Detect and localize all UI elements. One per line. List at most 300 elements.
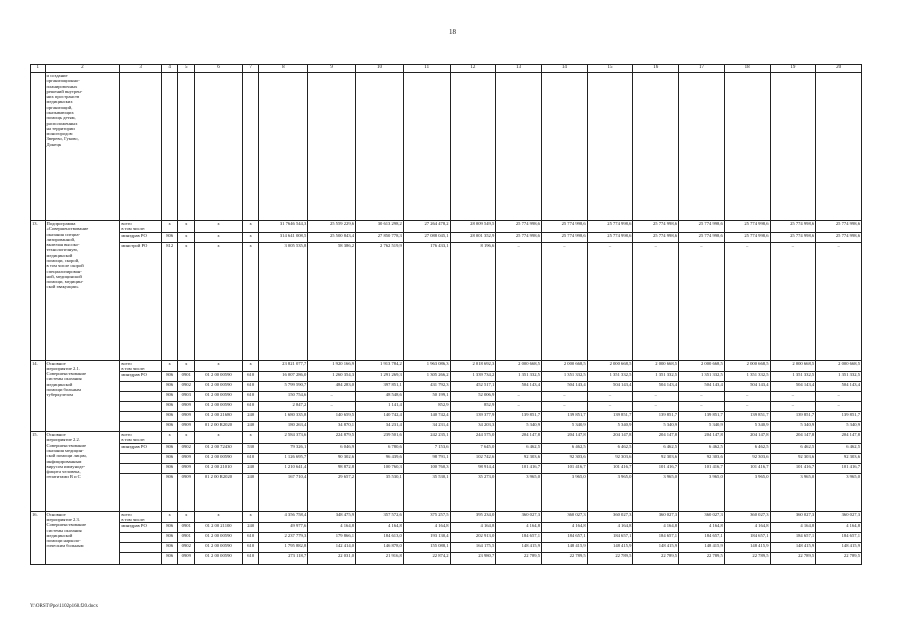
program-name-cell — [45, 221, 120, 361]
amount-cell: 504 143,4 — [724, 382, 770, 392]
amount-cell: 360 027,3 — [679, 511, 725, 523]
amount-cell: – — [541, 402, 587, 412]
amount-cell: 4 164,8 — [496, 523, 542, 533]
amount-cell: 1 913 784,2 — [356, 360, 404, 372]
table-row — [31, 453, 862, 463]
amount-cell: 4 164,8 — [308, 523, 356, 533]
amount-cell: 101 416,7 — [770, 463, 816, 473]
amount-cell: 139 851,7 — [770, 412, 816, 422]
empty-cell — [120, 73, 162, 221]
amount-cell: 23 821 077,7 — [259, 360, 308, 372]
amount-cell: 6 462,5 — [770, 443, 816, 453]
executor-cell — [120, 221, 162, 233]
amount-cell: 1 141,4 — [356, 402, 404, 412]
amount-cell: 504 143,4 — [770, 382, 816, 392]
amount-cell: 184 613,0 — [356, 533, 404, 543]
amount-cell: 5 799 590,7 — [259, 382, 308, 392]
amount-cell: 4 164,8 — [633, 523, 679, 533]
executor-text: всего в том числе: — [121, 221, 146, 232]
target-article-cell: 01 2 00 00590 — [195, 402, 243, 412]
amount-cell: 5 340,9 — [496, 422, 542, 432]
amount-cell: 2 237 779,3 — [259, 533, 308, 543]
table-row — [31, 533, 862, 543]
target-article-cell: 01 2 00 R2020 — [195, 473, 243, 511]
amount-cell: 4 164,8 — [356, 523, 404, 533]
grbs-code-cell: 806 — [161, 553, 178, 565]
column-number-cell: 13 — [496, 65, 542, 73]
expense-type-cell: 610 — [242, 372, 259, 382]
amount-cell: 4 164,8 — [724, 523, 770, 533]
amount-cell: 101 416,7 — [496, 463, 542, 473]
amount-cell: 90 302,6 — [308, 453, 356, 463]
row-number-cell: 13. — [31, 221, 46, 361]
amount-cell: 101 416,7 — [816, 463, 862, 473]
amount-cell: – — [496, 402, 542, 412]
amount-cell: 148 415,9 — [679, 543, 725, 553]
amount-cell: 204 147,8 — [633, 432, 679, 444]
amount-cell: 16 007 286,0 — [259, 372, 308, 382]
amount-cell: – — [541, 392, 587, 402]
amount-cell: – — [308, 392, 356, 402]
table-row — [31, 473, 862, 511]
amount-cell: 92 303,6 — [496, 453, 542, 463]
row-number-cell — [31, 73, 46, 221]
executor-cell — [120, 553, 162, 565]
program-name-cell — [45, 511, 120, 565]
program-name: Основное мероприятие 2.3. Совершенствование системы оказания медицинской помощи нарколо- гическим больным — [46, 511, 86, 549]
amount-cell: 193 130,4 — [403, 533, 450, 543]
executor-text: всего в том числе: — [121, 432, 146, 443]
amount-cell: 101 416,7 — [541, 463, 587, 473]
amount-cell: 139 851,7 — [816, 412, 862, 422]
amount-cell: 204 147,8 — [724, 432, 770, 444]
amount-cell: 5 340,9 — [816, 422, 862, 432]
executor-text: минздрав РО — [121, 443, 147, 449]
expense-type-cell: 610 — [242, 453, 259, 463]
target-article-cell: 01 2 00 00590 — [195, 543, 243, 553]
amount-cell: 1 680 335,8 — [259, 412, 308, 422]
amount-cell: 22 789,5 — [541, 553, 587, 565]
amount-cell: 25 774 998,6 — [633, 221, 679, 233]
amount-cell: 25 500 843,4 — [308, 232, 356, 242]
grbs-code-cell: 806 — [161, 543, 178, 553]
grbs-code-cell: 806 — [161, 533, 178, 543]
table-row — [31, 443, 862, 453]
amount-cell: 1 210 641,4 — [259, 463, 308, 473]
amount-cell: 3 965,0 — [816, 473, 862, 511]
target-article-cell: 01 2 00 00590 — [195, 533, 243, 543]
amount-cell: 6 780,6 — [356, 443, 404, 453]
amount-cell: 1 351 332,5 — [724, 372, 770, 382]
amount-cell: 3 965,0 — [587, 473, 633, 511]
amount-cell: 164 175,5 — [450, 543, 496, 553]
continuation-text-cell — [45, 73, 120, 221]
grbs-code-cell: 806 — [161, 473, 178, 511]
table-row — [31, 232, 862, 242]
amount-cell: 139 851,7 — [496, 412, 542, 422]
amount-cell: 155 088,1 — [403, 543, 450, 553]
section-code-cell: 0909 — [178, 422, 195, 432]
table-row — [31, 382, 862, 392]
amount-cell: 35 530,1 — [356, 473, 404, 511]
amount-cell: 184 657,1 — [770, 533, 816, 543]
amount-cell: 30 613 298,2 — [356, 221, 404, 233]
amount-cell: 204 147,8 — [679, 432, 725, 444]
section-code-cell: 0901 — [178, 533, 195, 543]
amount-cell: 5 340,9 — [724, 422, 770, 432]
amount-cell: 25 774 998,6 — [770, 232, 816, 242]
amount-cell: 27 850 778,3 — [356, 232, 404, 242]
amount-cell: 1 351 332,5 — [541, 372, 587, 382]
amount-cell: 6 462,5 — [724, 443, 770, 453]
amount-cell: 3 965,0 — [633, 473, 679, 511]
executor-cell — [120, 473, 162, 511]
amount-cell: 3 965,0 — [724, 473, 770, 511]
column-number-cell: 5 — [178, 65, 195, 73]
amount-cell: 504 143,4 — [679, 382, 725, 392]
amount-cell: 25 559 229,6 — [308, 221, 356, 233]
empty-cell — [541, 73, 587, 221]
expense-type-cell: x — [242, 221, 259, 233]
table-row — [31, 463, 862, 473]
amount-cell: 184 657,1 — [587, 533, 633, 543]
amount-cell: – — [587, 402, 633, 412]
amount-cell: 184 657,1 — [679, 533, 725, 543]
amount-cell: 4 164,8 — [541, 523, 587, 533]
amount-cell: 184 657,1 — [633, 533, 679, 543]
expense-type-cell: 530 — [242, 443, 259, 453]
expense-type-cell: 240 — [242, 463, 259, 473]
table-row — [31, 511, 862, 523]
file-path-footer: Y:\ORST\Ppo\1102p168.f20.docx — [30, 604, 98, 609]
amount-cell: 101 416,7 — [633, 463, 679, 473]
table-row — [31, 412, 862, 422]
section-code-cell: 0902 — [178, 443, 195, 453]
empty-cell — [633, 73, 679, 221]
executor-text: минздрав РО — [121, 523, 147, 529]
amount-cell: 360 027,3 — [633, 511, 679, 523]
amount-cell: 142 414,0 — [308, 543, 356, 553]
amount-cell: 96 439,6 — [356, 453, 404, 463]
amount-cell: 184 657,1 — [541, 533, 587, 543]
executor-cell — [120, 523, 162, 533]
expense-type-cell: 610 — [242, 382, 259, 392]
amount-cell: 148 415,9 — [816, 543, 862, 553]
amount-cell: 2 000 668,5 — [496, 360, 542, 372]
column-number-cell: 14 — [541, 65, 587, 73]
amount-cell: – — [679, 242, 725, 360]
row-number-cell: 14. — [31, 360, 46, 432]
page-number: 18 — [449, 28, 456, 36]
amount-cell: 184 657,1 — [496, 533, 542, 543]
continuation-row — [31, 73, 862, 221]
section-code-cell: 0909 — [178, 463, 195, 473]
amount-cell: 375 257,5 — [403, 511, 450, 523]
amount-cell: – — [724, 242, 770, 360]
section-code-cell: x — [178, 360, 195, 372]
grbs-code-cell: 812 — [161, 242, 178, 360]
amount-cell: 204 147,8 — [770, 432, 816, 444]
amount-cell: 184 657,1 — [724, 533, 770, 543]
amount-cell: 25 774 998,6 — [541, 221, 587, 233]
amount-cell: 2 000 668,5 — [724, 360, 770, 372]
executor-cell — [120, 422, 162, 432]
amount-cell: 22 789,5 — [816, 553, 862, 565]
amount-cell: 1 126 695,7 — [259, 453, 308, 463]
executor-cell — [120, 432, 162, 444]
amount-cell: 48 548,6 — [356, 392, 404, 402]
amount-cell: 2 000 668,5 — [679, 360, 725, 372]
amount-cell: 2 000 668,5 — [633, 360, 679, 372]
amount-cell: 1 339 734,2 — [450, 372, 496, 382]
amount-cell: 1 963 086,3 — [403, 360, 450, 372]
amount-cell: – — [679, 402, 725, 412]
amount-cell: 7 153,6 — [403, 443, 450, 453]
amount-cell: 6 462,5 — [633, 443, 679, 453]
amount-cell: 5 340,9 — [770, 422, 816, 432]
executor-cell — [120, 382, 162, 392]
executor-text: минздрав РО — [121, 232, 147, 238]
amount-cell: 202 913,0 — [450, 533, 496, 543]
amount-cell: 1 351 332,5 — [679, 372, 725, 382]
amount-cell: 204 147,8 — [496, 432, 542, 444]
section-code-cell: 0909 — [178, 453, 195, 463]
grbs-code-cell: x — [161, 511, 178, 523]
target-article-cell: x — [195, 360, 243, 372]
amount-cell: 27 264 478,2 — [403, 221, 450, 233]
column-number-cell: 4 — [161, 65, 178, 73]
amount-cell: 2 000 668,5 — [770, 360, 816, 372]
program-name-cell — [45, 432, 120, 512]
expense-type-cell: 610 — [242, 392, 259, 402]
section-code-cell: x — [178, 432, 195, 444]
amount-cell: 395 234,0 — [450, 511, 496, 523]
amount-cell: 179 866,1 — [308, 533, 356, 543]
amount-cell: 204 147,8 — [541, 432, 587, 444]
table-row — [31, 242, 862, 360]
program-name: Подпрограмма «Совершенствование оказания специа- лизированной, включая высоко- технологичную, медицинской помощи, скорой, в том числе скорой специализирован- ной, медицинской помощи, медицин- ской эвакуации» — [46, 221, 89, 290]
target-article-cell: 01 2 00 21010 — [195, 463, 243, 473]
table-row — [31, 432, 862, 444]
amount-cell: 360 027,3 — [541, 511, 587, 523]
amount-cell: 29 657,2 — [308, 473, 356, 511]
amount-cell: – — [633, 242, 679, 360]
amount-cell: 25 774 998,6 — [496, 221, 542, 233]
executor-cell — [120, 360, 162, 372]
amount-cell: 22 789,5 — [679, 553, 725, 565]
amount-cell: – — [770, 242, 816, 360]
amount-cell: 242 235,1 — [403, 432, 450, 444]
amount-cell: 140 742,4 — [403, 412, 450, 422]
amount-cell: – — [816, 392, 862, 402]
target-article-cell: 01 2 00 21680 — [195, 412, 243, 422]
amount-cell: 148 415,9 — [496, 543, 542, 553]
expense-type-cell: x — [242, 432, 259, 444]
amount-cell: 504 143,4 — [587, 382, 633, 392]
program-name: Основное мероприятие 2.2. Совершенствование оказания медицин- ской помощи лицам, инфицированным вирусом иммуноде- фицита человека, гепатитами В и С — [46, 432, 87, 480]
section-code-cell: 0901 — [178, 523, 195, 533]
amount-cell: – — [587, 392, 633, 402]
amount-cell: 50 199,1 — [403, 392, 450, 402]
table-row — [31, 372, 862, 382]
amount-cell: 25 774 998,6 — [724, 232, 770, 242]
amount-cell: 4 356 758,4 — [259, 511, 308, 523]
column-number-cell: 3 — [120, 65, 162, 73]
amount-cell: 2 018 692,3 — [450, 360, 496, 372]
amount-cell: 1 351 332,5 — [633, 372, 679, 382]
amount-cell: 25 774 998,6 — [633, 232, 679, 242]
grbs-code-cell: 806 — [161, 382, 178, 392]
amount-cell: 148 415,9 — [724, 543, 770, 553]
empty-cell — [587, 73, 633, 221]
continuation-text: и создание организационно- планировочных решений внутрен- них пространств медицинских организаций, оказывающих помощь детям, расположенных на территории моногородов: Зверево, Гуково, Донецк — [46, 73, 83, 147]
amount-cell: 21 916,8 — [356, 553, 404, 565]
amount-cell: 22 789,5 — [724, 553, 770, 565]
amount-cell: 1 351 332,5 — [770, 372, 816, 382]
table-row — [31, 402, 862, 412]
amount-cell: – — [770, 392, 816, 402]
target-article-cell: 01 2 00 21100 — [195, 523, 243, 533]
column-number-cell: 7 — [242, 65, 259, 73]
program-name-cell — [45, 360, 120, 432]
amount-cell: 1 260 354,3 — [308, 372, 356, 382]
executor-cell — [120, 543, 162, 553]
amount-cell: 92 303,6 — [770, 453, 816, 463]
amount-cell: 98 791,1 — [403, 453, 450, 463]
table-row — [31, 553, 862, 565]
amount-cell: 28 001 352,9 — [450, 232, 496, 242]
grbs-code-cell: x — [161, 360, 178, 372]
amount-cell: 397 851,1 — [356, 382, 404, 392]
amount-cell: 7 645,0 — [450, 443, 496, 453]
amount-cell: 25 774 998,6 — [724, 221, 770, 233]
grbs-code-cell: x — [161, 221, 178, 233]
amount-cell: 1 351 332,5 — [816, 372, 862, 382]
amount-cell: 484 283,0 — [308, 382, 356, 392]
grbs-code-cell: x — [161, 432, 178, 444]
target-article-cell: 01 2 00 72430 — [195, 443, 243, 453]
executor-cell — [120, 412, 162, 422]
amount-cell: 25 774 998,6 — [816, 232, 862, 242]
amount-cell: 139 851,7 — [541, 412, 587, 422]
target-article-cell: 01 2 00 00590 — [195, 372, 243, 382]
amount-cell: 5 340,9 — [679, 422, 725, 432]
amount-cell: 49 977,6 — [259, 523, 308, 533]
amount-cell: – — [679, 392, 725, 402]
amount-cell: 34 203,3 — [450, 422, 496, 432]
amount-cell: 25 774 998,6 — [770, 221, 816, 233]
amount-cell: 360 027,3 — [724, 511, 770, 523]
amount-cell: – — [496, 242, 542, 360]
amount-cell: 35 273,0 — [450, 473, 496, 511]
amount-cell: 140 659,5 — [308, 412, 356, 422]
amount-cell: 25 774 998,6 — [587, 232, 633, 242]
amount-cell: 1 795 882,8 — [259, 543, 308, 553]
empty-cell — [450, 73, 496, 221]
section-code-cell: 0909 — [178, 553, 195, 565]
amount-cell: 79 326,1 — [259, 443, 308, 453]
grbs-code-cell: 806 — [161, 443, 178, 453]
expense-type-cell: 240 — [242, 422, 259, 432]
empty-cell — [308, 73, 356, 221]
expense-type-cell: x — [242, 242, 259, 360]
amount-cell: 4 164,8 — [770, 523, 816, 533]
amount-cell: 98 914,4 — [450, 463, 496, 473]
amount-cell: 92 303,6 — [816, 453, 862, 463]
amount-cell: 2 584 373,6 — [259, 432, 308, 444]
amount-cell: 5 340,9 — [633, 422, 679, 432]
empty-cell — [178, 73, 195, 221]
amount-cell: 2 847,2 — [259, 402, 308, 412]
expense-type-cell: 610 — [242, 543, 259, 553]
target-article-cell: 01 2 00 R2020 — [195, 422, 243, 432]
executor-cell — [120, 511, 162, 523]
grbs-code-cell: 806 — [161, 422, 178, 432]
amount-cell: 140 742,4 — [356, 412, 404, 422]
amount-cell: 92 303,6 — [587, 453, 633, 463]
budget-table — [30, 64, 862, 565]
target-article-cell: 01 2 00 00590 — [195, 553, 243, 565]
grbs-code-cell: 806 — [161, 372, 178, 382]
amount-cell: 101 416,7 — [679, 463, 725, 473]
section-code-cell: x — [178, 511, 195, 523]
amount-cell: 25 774 998,6 — [816, 221, 862, 233]
amount-cell: 184 657,1 — [816, 533, 862, 543]
amount-cell: 204 147,8 — [816, 432, 862, 444]
amount-cell: – — [724, 392, 770, 402]
column-number-cell: 9 — [308, 65, 356, 73]
column-number-cell: 2 — [45, 65, 120, 73]
amount-cell: – — [633, 402, 679, 412]
amount-cell: 360 027,3 — [587, 511, 633, 523]
executor-cell — [120, 453, 162, 463]
amount-cell: 3 005 535,8 — [259, 242, 308, 360]
amount-cell: 314 641 008,5 — [259, 232, 308, 242]
amount-cell: 239 501,6 — [356, 432, 404, 444]
section-code-cell: 0909 — [178, 402, 195, 412]
amount-cell: 100 760,3 — [356, 463, 404, 473]
executor-cell — [120, 463, 162, 473]
amount-cell: 31 7646 544,3 — [259, 221, 308, 233]
section-code-cell: x — [178, 242, 195, 360]
amount-cell: 25 774 998,6 — [587, 221, 633, 233]
amount-cell: 348 475,9 — [308, 511, 356, 523]
section-code-cell: x — [178, 221, 195, 233]
column-number-cell: 16 — [633, 65, 679, 73]
table-row — [31, 221, 862, 233]
column-number-cell: 10 — [356, 65, 404, 73]
amount-cell: 504 143,4 — [633, 382, 679, 392]
executor-text: всего в том числе: — [121, 360, 146, 371]
amount-cell: 852,9 — [450, 402, 496, 412]
grbs-code-cell: 806 — [161, 412, 178, 422]
amount-cell: 22 031,0 — [308, 553, 356, 565]
column-number-cell: 11 — [403, 65, 450, 73]
section-code-cell: x — [178, 232, 195, 242]
executor-cell — [120, 232, 162, 242]
expense-type-cell: x — [242, 232, 259, 242]
column-number-cell: 20 — [816, 65, 862, 73]
empty-cell — [195, 73, 243, 221]
amount-cell: 22 789,5 — [770, 553, 816, 565]
executor-cell — [120, 443, 162, 453]
executor-cell — [120, 372, 162, 382]
amount-cell: 8 196,6 — [450, 242, 496, 360]
table-row — [31, 543, 862, 553]
amount-cell: 148 415,9 — [633, 543, 679, 553]
executor-text: минстрой РО — [121, 242, 148, 248]
amount-cell: 58 386,2 — [308, 242, 356, 360]
